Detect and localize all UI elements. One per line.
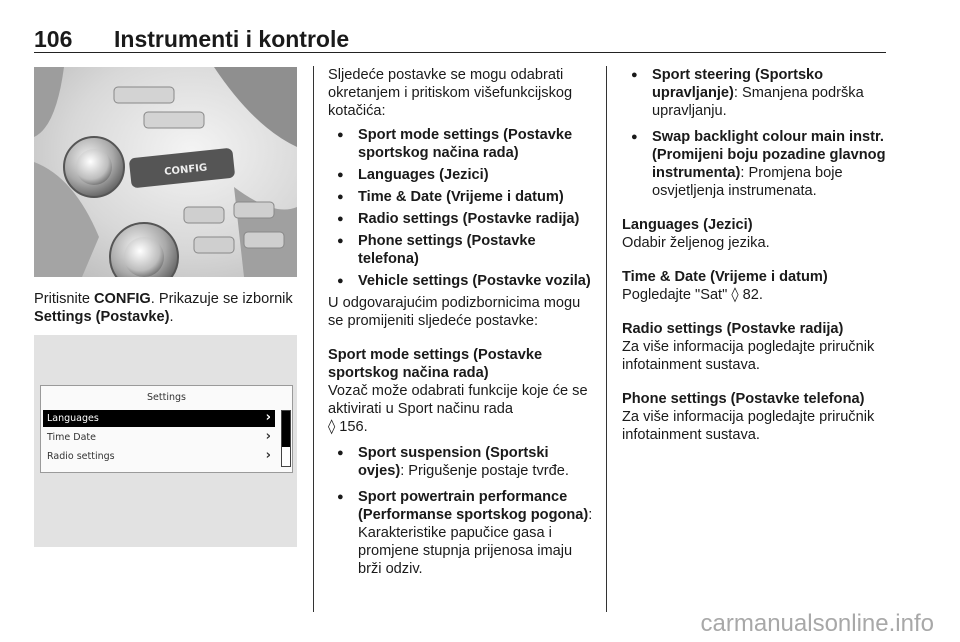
config-caption: Pritisnite CONFIG. Prikazuje se izbornik Settings (Postavke). [34,291,293,325]
page-title: Instrumenti i kontrole [114,26,350,52]
chevron-right-icon: › [265,429,271,444]
sport-item: ● Sport powertrain performance (Performanse sportskog pogona): Karakteristike papučice gasa i promjene stupnja prijenosa imaju brži odziv. [328,488,596,578]
header-rule [34,52,886,53]
watermark: carmanualsonline.info [700,610,934,637]
sport-mode-heading: Sport mode settings (Postavke sportskog načina rada) [328,347,543,381]
settings-bullet: ● Phone settings (Postavke telefona) [328,232,596,268]
page-header [34,26,886,50]
chevron-right-icon: › [265,410,271,425]
settings-bullet: ● Languages (Jezici) [328,166,596,184]
sport-mode-text: Vozač može odabrati funkcije koje će se aktivirati u Sport načinu rada ◊ 156. [328,383,588,435]
sport-item: ● Swap backlight colour main instr. (Promijeni boju pozadine glavnog instrumenta): Promjena boje osvjetljenja instrumenata. [622,128,892,200]
display-row-time-date: Time Date › [47,429,271,444]
reference-arrow-icon: ◊ [731,286,739,303]
radio-settings-heading: Radio settings (Postavke radija) [622,321,844,337]
languages-heading: Languages (Jezici) [622,217,753,233]
phone-settings-text: Za više informacija pogledajte priručnik infotainment sustava. [622,409,875,443]
chevron-right-icon: › [265,448,271,463]
settings-bullet: ● Time & Date (Vrijeme i datum) [328,188,596,206]
settings-screen-photo [34,335,297,547]
dashboard-photo [34,67,297,277]
column-divider-right [606,66,607,612]
display-scroll-thumb [282,411,290,447]
right-column [622,66,892,460]
config-button-label: CONFIG [163,162,208,178]
submenu-text: U odgovarajućim podizbornicima mogu se promijeniti sljedeće postavke: [328,295,581,329]
time-date-heading: Time & Date (Vrijeme i datum) [622,269,828,285]
settings-bullet: ● Sport mode settings (Postavke sportskog načina rada) [328,126,596,162]
sport-item: ● Sport steering (Sportsko upravljanje): Smanjena podrška upravljanju. [622,66,892,120]
column-divider-left [313,66,314,612]
phone-settings-heading: Phone settings (Postavke telefona) [622,391,865,407]
time-date-text: Pogledajte "Sat" ◊ 82. [622,286,763,303]
display-title: Settings [147,392,186,403]
sport-item: ● Sport suspension (Sportski ovjes): Prigušenje postaje tvrđe. [328,444,596,480]
settings-bullet: ● Radio settings (Postavke radija) [328,210,596,228]
languages-text: Odabir željenog jezika. [622,235,770,251]
reference-arrow-icon: ◊ [328,418,336,435]
display-row-languages: Languages › [43,410,275,427]
settings-display [40,385,293,473]
middle-column [328,66,596,582]
display-scrollbar [281,410,291,467]
display-row-radio: Radio settings › [47,448,271,463]
intro-text: Sljedeće postavke se mogu odabrati okretanjem i pritiskom višefunkcijskog kotačića: [328,67,573,119]
settings-bullet: ● Vehicle settings (Postavke vozila) [328,272,596,290]
page-number: 106 [34,26,73,52]
radio-settings-text: Za više informacija pogledajte priručnik infotainment sustava. [622,339,875,373]
